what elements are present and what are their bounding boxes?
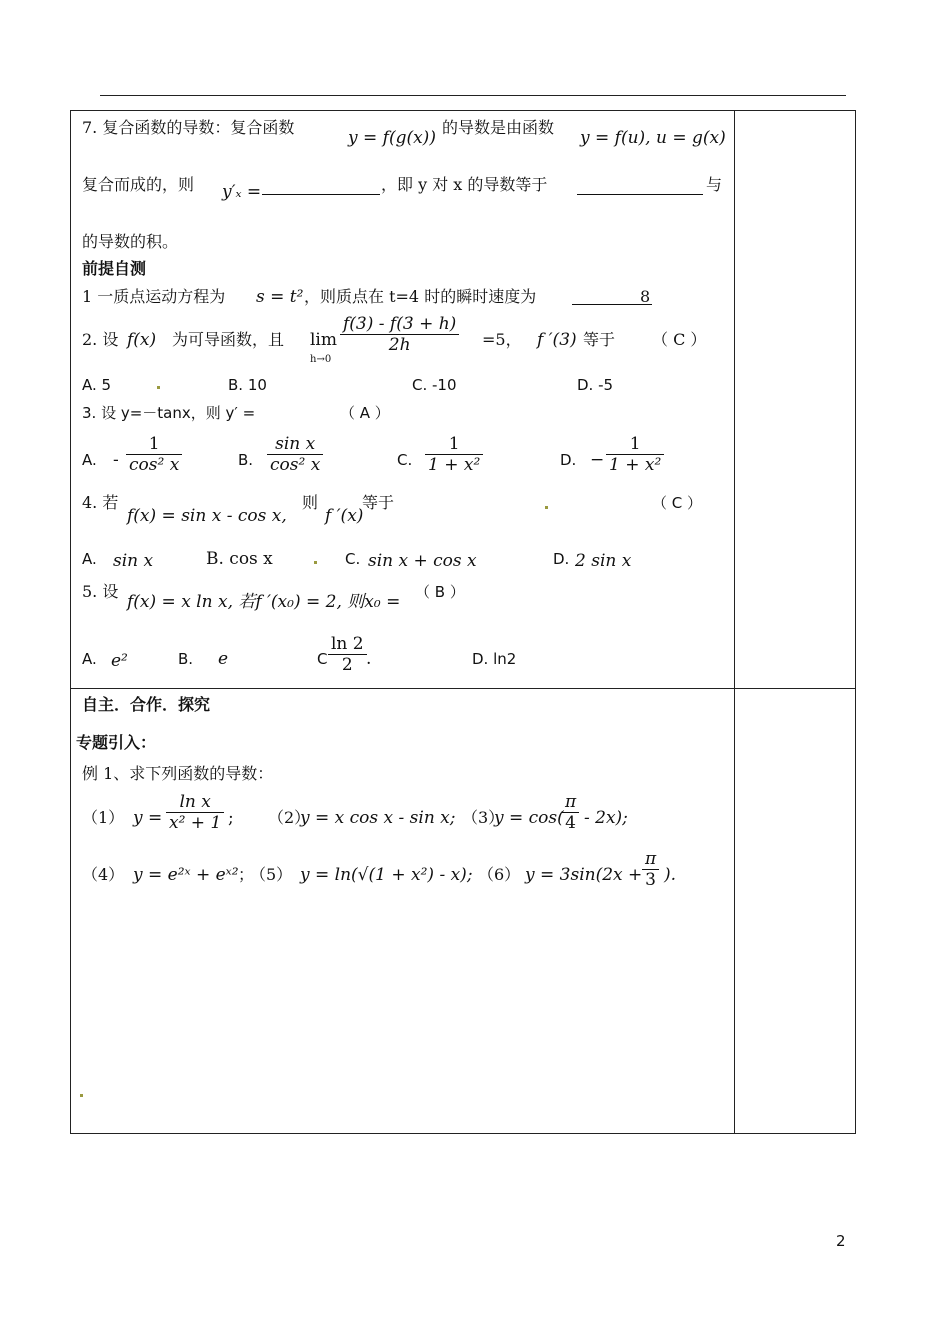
p1-text-b: ，则质点在 t=4 时的瞬时速度为 bbox=[304, 287, 537, 306]
ex1-end: ; bbox=[228, 808, 234, 828]
q7-yx: y′ₓ = bbox=[222, 182, 262, 202]
p3-a-sign: - bbox=[113, 450, 119, 470]
p2-text-a: 2. 设 bbox=[82, 330, 119, 349]
p4-choice-c: sin x + cos x bbox=[368, 551, 477, 571]
p3-a-fraction bbox=[126, 434, 182, 475]
page-number: 2 bbox=[836, 1232, 846, 1250]
p3-c-fraction bbox=[425, 434, 483, 475]
p2-fprime: f ′(3) bbox=[537, 330, 577, 350]
p2-choice-a: A. 5 bbox=[82, 376, 112, 394]
q7-text-c: 复合而成的，则 bbox=[82, 175, 195, 194]
p4-text-a: 4. 若 bbox=[82, 493, 119, 512]
ex6-label: （6） bbox=[478, 865, 521, 884]
p2-fraction-num: f(3) - f(3 + h) bbox=[343, 314, 457, 334]
p3-label-b: B. bbox=[238, 451, 254, 469]
p5-expr: f(x) = x ln x, 若f ′(x₀) = 2, 则x₀ = bbox=[127, 592, 401, 612]
p3-c-den: 1 + x² bbox=[425, 454, 483, 475]
stray-dot bbox=[314, 561, 317, 564]
ex1-label: （1） bbox=[82, 808, 125, 827]
p2-choice-b: B. 10 bbox=[228, 376, 267, 394]
p3-a-den: cos² x bbox=[126, 454, 182, 475]
p3-d-fraction bbox=[606, 434, 664, 475]
p3-label-a: A. bbox=[82, 451, 97, 469]
p3-d-den: 1 + x² bbox=[606, 454, 664, 475]
ex5-expr: y = ln(√(1 + x²) - x); bbox=[300, 865, 473, 885]
stray-dot bbox=[157, 386, 160, 389]
p4-choice-b: B. cos x bbox=[206, 549, 273, 569]
ex4-end: ； bbox=[238, 865, 255, 884]
p3-d-num: 1 bbox=[629, 434, 641, 454]
section-subtitle: 专题引入： bbox=[76, 733, 157, 752]
ex1-fraction bbox=[166, 792, 224, 833]
p4-fprime: f ′(x) bbox=[325, 506, 364, 526]
p3-b-fraction bbox=[267, 434, 323, 475]
ex6-den: 3 bbox=[642, 869, 659, 890]
example-title: 例 1、求下列函数的导数： bbox=[82, 764, 274, 783]
section-title-explore: 自主．合作．探究 bbox=[82, 695, 211, 714]
ex3-num: π bbox=[565, 792, 577, 812]
content-table bbox=[70, 110, 856, 1134]
ex6-num: π bbox=[645, 849, 657, 869]
q7-blank-2[interactable] bbox=[577, 180, 703, 195]
p5-c-den: 2 bbox=[328, 654, 367, 675]
p3-b-den: cos² x bbox=[267, 454, 323, 475]
p5-label-c: C bbox=[317, 650, 328, 668]
p5-choice-b: e bbox=[218, 649, 229, 669]
ex1-den: x² + 1 bbox=[166, 812, 224, 833]
p3-b-num: sin x bbox=[275, 434, 316, 454]
p4-choice-a: sin x bbox=[113, 551, 154, 571]
p4-text-c: 等于 bbox=[362, 493, 395, 512]
header-rule bbox=[100, 95, 846, 96]
q7-text-f: 的导数的积。 bbox=[82, 232, 179, 251]
p5-c-fraction bbox=[328, 634, 367, 675]
ex4-label: （4） bbox=[82, 865, 125, 884]
p3-label-d: D. bbox=[560, 451, 577, 469]
p3-text: 3. 设 y=－tanx，则 y′ = bbox=[82, 404, 256, 422]
p4-label-c: C. bbox=[345, 550, 361, 568]
p5-choice-a: e² bbox=[111, 651, 128, 671]
ex3-expr-a: y = cos( bbox=[494, 808, 564, 828]
ex6-expr-a: y = 3sin(2x + bbox=[525, 865, 643, 885]
p2-text-b: 为可导函数，且 bbox=[172, 330, 285, 349]
p4-label-d: D. bbox=[553, 550, 570, 568]
p2-lim-sub: h→0 bbox=[310, 354, 332, 365]
q7-expr2: y = f(u), u = g(x) bbox=[580, 128, 726, 148]
q7-text-a: 7. 复合函数的导数：复合函数 bbox=[82, 118, 295, 137]
ex1-num: ln x bbox=[179, 792, 211, 812]
ex6-expr-b: ). bbox=[664, 865, 677, 885]
p2-fx: f(x) bbox=[127, 330, 157, 350]
q7-text-d: ，即 y 对 x 的导数等于 bbox=[381, 175, 548, 194]
p4-text-b: 则 bbox=[302, 493, 319, 512]
ex3-fraction bbox=[562, 792, 579, 833]
p2-choice-c: C. -10 bbox=[412, 376, 457, 394]
ex4-expr: y = e²ˣ + eˣ² bbox=[133, 865, 239, 885]
q7-text-e: 与 bbox=[706, 175, 723, 194]
p3-c-num: 1 bbox=[448, 434, 460, 454]
p5-choice-d: D. ln2 bbox=[472, 650, 517, 668]
ex3-label: （3） bbox=[462, 808, 505, 827]
ex1-y: y = bbox=[133, 808, 163, 828]
p4-label-a: A. bbox=[82, 550, 97, 568]
ex6-fraction bbox=[642, 849, 659, 890]
ex3-expr-b: - 2x); bbox=[584, 808, 628, 828]
p3-d-sign: − bbox=[590, 450, 605, 470]
q7-blank-1[interactable] bbox=[262, 180, 380, 195]
p3-a-num: 1 bbox=[148, 434, 160, 454]
p3-answer: （ A ） bbox=[340, 404, 390, 422]
ex3-den: 4 bbox=[562, 812, 579, 833]
p4-answer: （ C ） bbox=[652, 494, 703, 512]
q7-text-b: 的导数是由函数 bbox=[442, 118, 555, 137]
p2-answer: （ C ） bbox=[652, 330, 707, 349]
p1-expr: s = t² bbox=[256, 287, 304, 307]
p5-c-dot: . bbox=[366, 649, 372, 669]
p5-c-num: ln 2 bbox=[331, 634, 364, 654]
p5-text-a: 5. 设 bbox=[82, 582, 119, 601]
ex2-expr: y = x cos x - sin x; bbox=[300, 808, 456, 828]
p2-fraction-den: 2h bbox=[340, 334, 459, 355]
p4-expr: f(x) = sin x - cos x, bbox=[127, 506, 287, 526]
section-title-premise: 前提自测 bbox=[82, 259, 147, 278]
p1-answer: 8 bbox=[640, 287, 651, 306]
p5-label-b: B. bbox=[178, 650, 194, 668]
p1-text-a: 1 一质点运动方程为 bbox=[82, 287, 226, 306]
ex5-label: （5） bbox=[250, 865, 293, 884]
p2-fraction bbox=[340, 314, 459, 355]
p4-choice-d: 2 sin x bbox=[575, 551, 632, 571]
table-column-divider bbox=[734, 110, 735, 1134]
q7-expr1: y = f(g(x)) bbox=[348, 128, 436, 148]
stray-dot bbox=[545, 506, 548, 509]
p2-lim: lim bbox=[310, 330, 337, 350]
stray-dot bbox=[80, 1094, 83, 1097]
p2-text-d: 等于 bbox=[583, 330, 616, 349]
ex2-label: （2） bbox=[268, 808, 311, 827]
p2-choice-d: D. -5 bbox=[577, 376, 614, 394]
p5-label-a: A. bbox=[82, 650, 97, 668]
p5-answer: （ B ） bbox=[415, 583, 465, 601]
table-row-divider bbox=[70, 688, 856, 689]
p3-label-c: C. bbox=[397, 451, 413, 469]
p2-text-c: =5， bbox=[482, 330, 522, 349]
